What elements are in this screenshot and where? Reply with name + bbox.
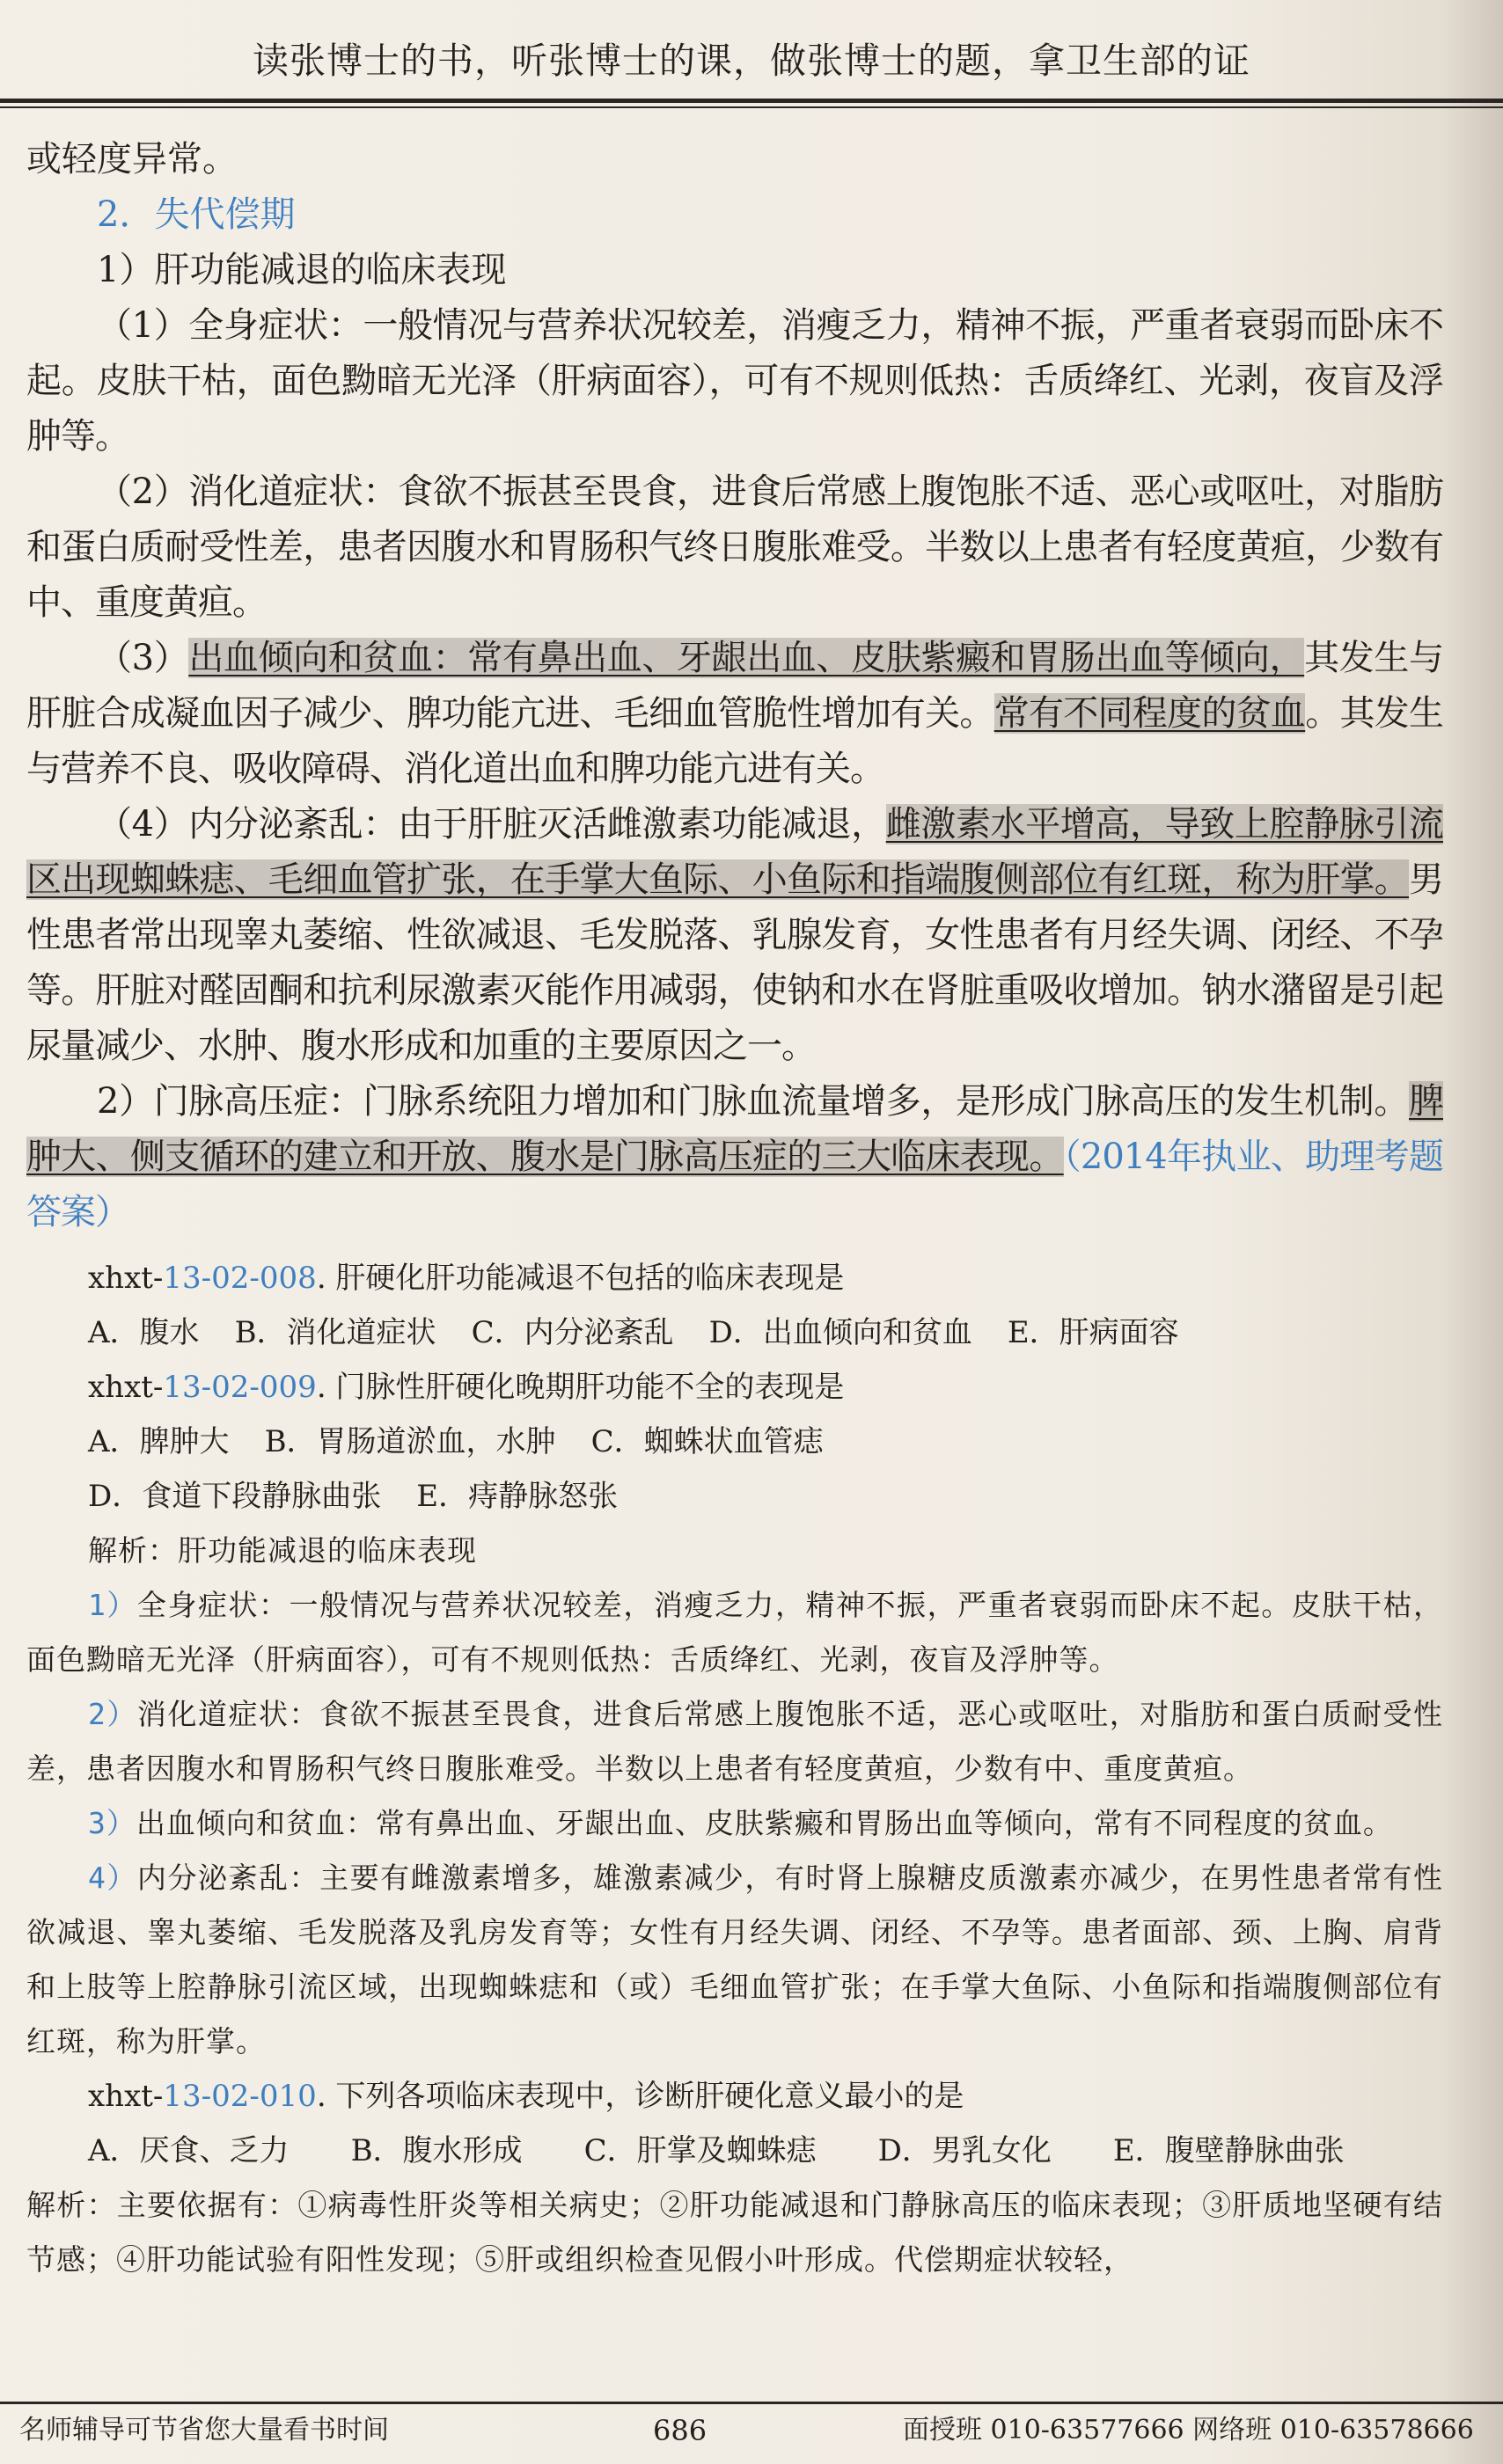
page-number: 686: [653, 2414, 708, 2447]
option-a: A．厌食、乏力: [88, 2133, 290, 2168]
options-008: [26, 1305, 1443, 1360]
analysis-text: 内分泌紊乱：主要有雌激素增多，雄激素减少，有时肾上腺糖皮质激素亦减少，在男性患者常有性欲减退、睾丸萎缩、毛发脱落及乳房发育等；女性有月经失调、闭经、不孕等。患者面部、颈、上胸、肩背和上肢等上腔静脉引流区域，出现蜘蛛痣和（或）毛细血管扩张；在手掌大鱼际、小鱼际和指端腹侧部位有红斑，称为肝掌。: [26, 1861, 1443, 2058]
question-id-prefix: xhxt-: [88, 2079, 164, 2114]
paragraph-lead: （3）: [97, 638, 189, 678]
analysis-title: 解析：肝功能减退的临床表现: [88, 1533, 477, 1568]
question-id-code: 13-02-010: [163, 2079, 317, 2114]
exam-note: （2014年执业、助理考题答案）: [26, 1137, 1444, 1232]
analysis-number: 1）: [88, 1588, 137, 1622]
options-009-row2: [26, 1469, 1443, 1524]
page-footer: [0, 2409, 1503, 2453]
option-a: A．腹水: [88, 1315, 200, 1350]
option-c: C．内分泌紊乱: [471, 1315, 674, 1350]
option-b: B．胃肠道淤血，水肿: [264, 1424, 556, 1459]
analysis-text: 出血倾向和贫血：常有鼻出血、牙龈出血、皮肤紫癜和胃肠出血等倾向，常有不同程度的贫血。: [136, 1806, 1393, 1840]
option-e: E．腹壁静脉曲张: [1112, 2133, 1345, 2168]
options-010: [26, 2124, 1443, 2178]
running-header: 读张博士的书，听张博士的课，做张博士的题，拿卫生部的证: [253, 40, 1250, 82]
analysis-item-1: [26, 1578, 1443, 1687]
paragraph-digestive-symptoms: （2）消化道症状：食欲不振甚至畏食，进食后常感上腹饱胀不适、恶心或呕吐，对脂肪和蛋白质耐受性差，患者因腹水和胃肠积气终日腹胀难受。半数以上患者有轻度黄疸，少数有中、重度黄疸。: [26, 472, 1443, 623]
analysis-item-2: [26, 1687, 1443, 1796]
question-id-code: 13-02-008: [163, 1261, 317, 1296]
question-stem: . 下列各项临床表现中，诊断肝硬化意义最小的是: [316, 2079, 964, 2114]
analysis-text: 全身症状：一般情况与营养状况较差，消瘦乏力，精神不振，严重者衰弱而卧床不起。皮肤干枯，面色黝暗无光泽（肝病面容），可有不规则低热：舌质绛红、光剥，夜盲及浮肿等。: [26, 1588, 1443, 1677]
paragraph-lead: 2）门脉高压症：门脉系统阻力增加和门脉血流量增多，是形成门脉高压的发生机制。: [97, 1081, 1409, 1122]
highlight-three-signs: 脾肿大、侧支循环的建立和开放、腹水是门脉高压症的三大临床表现。: [26, 1081, 1443, 1177]
question-stem: . 门脉性肝硬化晚期肝功能不全的表现是: [316, 1370, 845, 1405]
paragraph-text: 其发生与肝脏合成凝血因子减少、脾功能亢进、毛细血管脆性增加有关。: [26, 638, 1443, 734]
paragraph-systemic-symptoms: （1）全身症状：一般情况与营养状况较差，消瘦乏力，精神不振，严重者衰弱而卧床不起。皮肤干枯，面色黝暗无光泽（肝病面容），可有不规则低热：舌质绛红、光剥，夜盲及浮肿等。: [26, 305, 1443, 457]
option-b: B．消化道症状: [234, 1315, 436, 1350]
option-d: D．男乳女化: [877, 2133, 1052, 2168]
analysis-number: 2）: [88, 1697, 137, 1731]
analysis-number: 3）: [88, 1806, 136, 1840]
question-id-code: 13-02-009: [163, 1370, 317, 1405]
option-e: E．痔静脉怒张: [416, 1479, 619, 1514]
analysis-text: 消化道症状：食欲不振甚至畏食，进食后常感上腹饱胀不适，恶心或呕吐，对脂肪和蛋白质耐受性差，患者因腹水和胃肠积气终日腹胀难受。半数以上患者有轻度黄疸，少数有中、重度黄疸。: [26, 1697, 1443, 1786]
footer-rule: [0, 2402, 1503, 2404]
paragraph-portal-hypertension: [26, 1074, 1443, 1240]
header-rule-thin: [0, 106, 1503, 108]
paragraph-endocrine: [26, 797, 1443, 1074]
question-010: [26, 2069, 1443, 2124]
question-008: [26, 1251, 1443, 1305]
paragraph-bleeding-anemia: [26, 631, 1443, 797]
highlight-bleeding: 出血倾向和贫血：常有鼻出血、牙龈出血、皮肤紫癜和胃肠出血等倾向，: [188, 638, 1305, 678]
header-rule: [0, 99, 1503, 103]
section-heading: [26, 187, 1443, 243]
analysis-010: 解析：主要依据有：①病毒性肝炎等相关病史；②肝功能减退和门静脉高压的临床表现；③肝质地坚硬有结节感；④肝功能试验有阳性发现；⑤肝或组织检查见假小叶形成。代偿期症状较轻，: [26, 2188, 1443, 2277]
analysis-item-3: [26, 1796, 1443, 1851]
question-id-prefix: xhxt-: [88, 1261, 164, 1296]
question-stem: . 肝硬化肝功能减退不包括的临床表现是: [316, 1261, 845, 1296]
highlight-estrogen: 雌激素水平增高，导致上腔静脉引流区出现蜘蛛痣、毛细血管扩张，在手掌大鱼际、小鱼际和指端腹侧部位有红斑，称为肝掌。: [26, 804, 1443, 900]
options-009-row1: [26, 1415, 1443, 1469]
question-009: [26, 1360, 1443, 1415]
option-b: B．腹水形成: [350, 2133, 523, 2168]
section-number: 2．失代偿期: [97, 194, 296, 235]
option-d: D．食道下段静脉曲张: [88, 1479, 382, 1514]
option-c: C．肝掌及蜘蛛痣: [583, 2133, 817, 2168]
footer-contact: 面授班 010-63577666 网络班 010-63578666: [903, 2415, 1474, 2446]
footer-slogan: 名师辅导可节省您大量看书时间: [19, 2415, 389, 2446]
option-e: E．肝病面容: [1007, 1315, 1179, 1350]
analysis-item-4: [26, 1851, 1443, 2069]
question-id-prefix: xhxt-: [88, 1370, 164, 1405]
option-d: D．出血倾向和贫血: [708, 1315, 972, 1350]
highlight-anemia: 常有不同程度的贫血: [993, 693, 1306, 734]
paragraph-lead: （4）内分泌紊乱：由于肝脏灭活雌激素功能减退，: [97, 804, 886, 844]
paragraph-text: 男性患者常出现睾丸萎缩、性欲减退、毛发脱落、乳腺发育，女性患者有月经失调、闭经、不孕等。肝脏对醛固酮和抗利尿激素灭能作用减弱，使钠和水在肾脏重吸收增加。钠水潴留是引起尿量减少、水肿、腹水形成和加重的主要原因之一。: [26, 859, 1443, 1066]
option-a: A．脾肿大: [88, 1424, 230, 1459]
paragraph-text: 。其发生与营养不良、吸收障碍、消化道出血和脾功能亢进有关。: [26, 693, 1444, 789]
paragraph-continuation: 或轻度异常。: [26, 139, 238, 179]
option-c: C．蜘蛛状血管痣: [590, 1424, 824, 1459]
subsection-heading: 1）肝功能减退的临床表现: [97, 250, 507, 290]
analysis-number: 4）: [88, 1861, 137, 1895]
page-body: [26, 132, 1443, 2287]
